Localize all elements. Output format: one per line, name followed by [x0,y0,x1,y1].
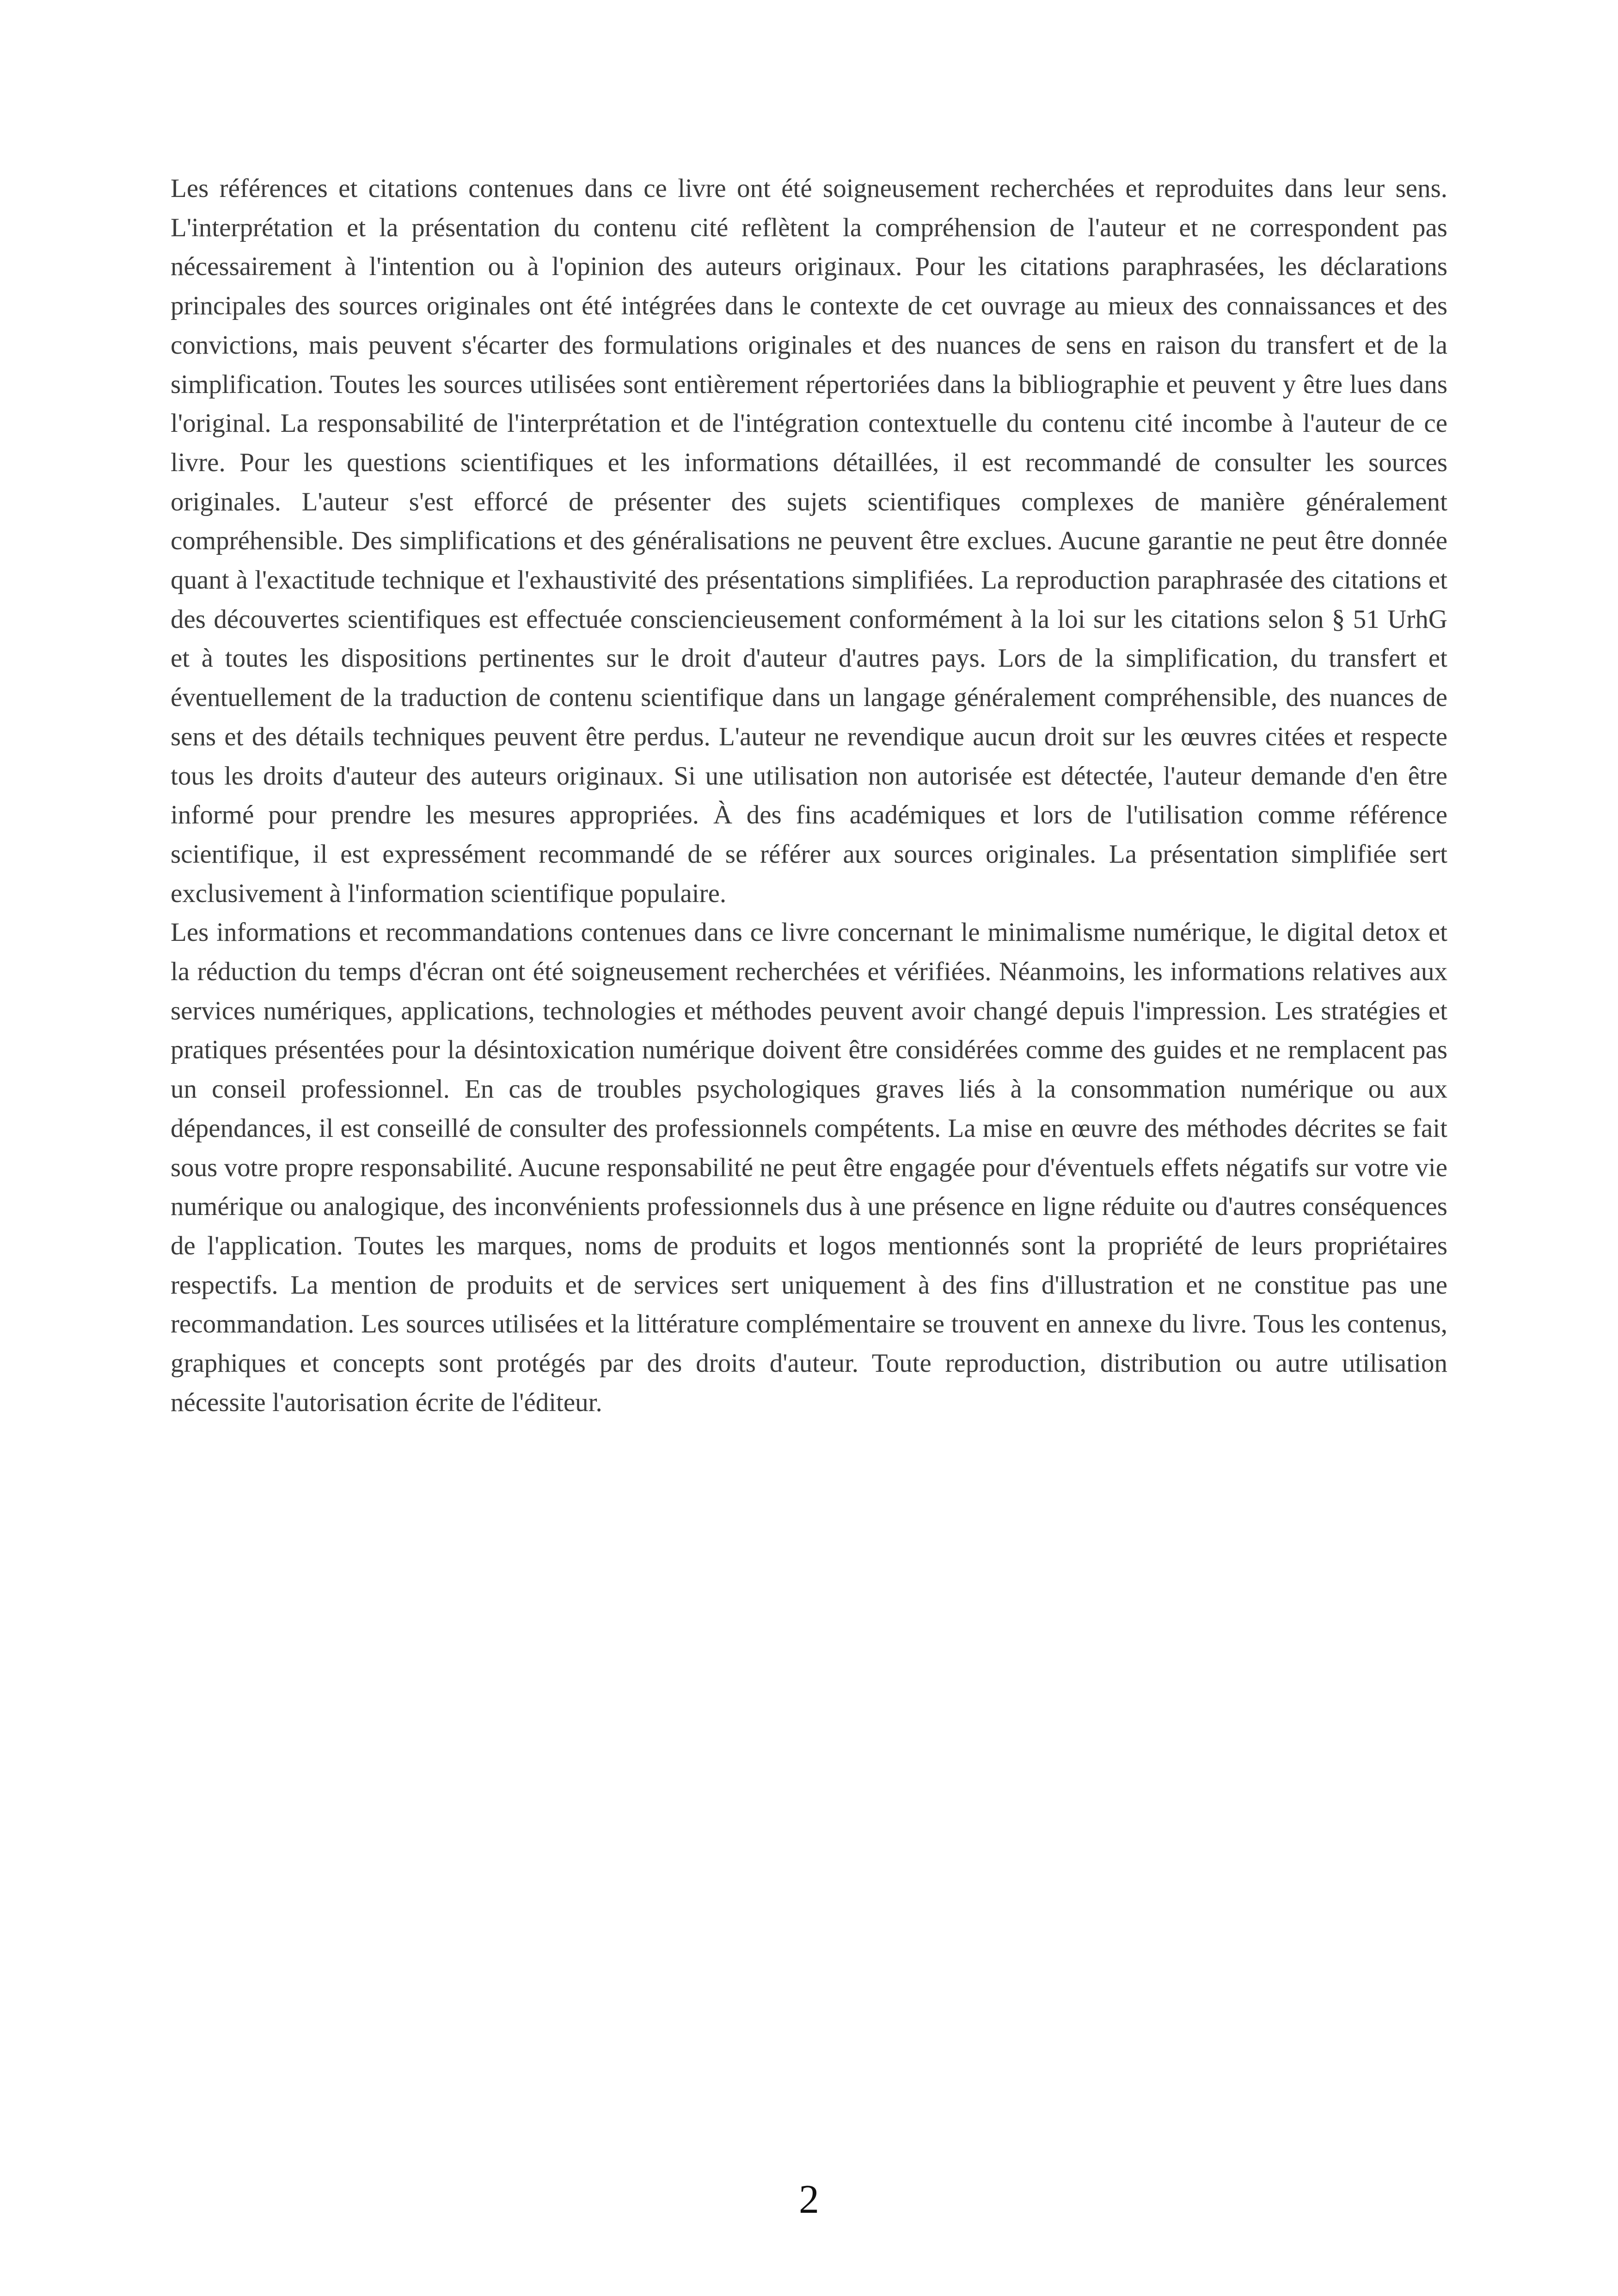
paragraph-references-disclaimer: Les références et citations contenues dans ce livre ont été soigneusement recherchées et reproduites dans leur sens. L'interprétation et la présentation du contenu cité reflètent la compréhension de l'auteur et ne correspondent pas nécessairement à l'intention ou à l'opinion des auteurs originaux. Pour les citations paraphrasées, les déclarations principales des sources originales ont été intégrées dans le contexte de cet ouvrage au mieux des connaissances et des convictions, mais peuvent s'écarter des formulations originales et des nuances de sens en raison du transfert et de la simplification. Toutes les sources utilisées sont entièrement répertoriées dans la bibliographie et peuvent y être lues dans l'original. La responsabilité de l'interprétation et de l'intégration contextuelle du contenu cité incombe à l'auteur de ce livre. Pour les questions scientifiques et les informations détaillées, il est recommandé de consulter les sources originales. L'auteur s'est efforcé de présenter des sujets scientifiques complexes de manière généralement compréhensible. Des simplifications et des généralisations ne peuvent être exclues. Aucune garantie ne peut être donnée quant à l'exactitude technique et l'exhaustivité des présentations simplifiées. La reproduction paraphrasée des citations et des découvertes scientifiques est effectuée consciencieusement conformément à la loi sur les citations selon § 51 UrhG et à toutes les dispositions pertinentes sur le droit d'auteur d'autres pays. Lors de la simplification, du transfert et éventuellement de la traduction de contenu scientifique dans un langage généralement compréhensible, des nuances de sens et des détails techniques peuvent être perdus. L'auteur ne revendique aucun droit sur les œuvres citées et respecte tous les droits d'auteur des auteurs originaux. Si une utilisation non autorisée est détectée, l'auteur demande d'en être informé pour prendre les mesures appropriées. À des fins académiques et lors de l'utilisation comme référence scientifique, il est expressément recommandé de se référer aux sources originales. La présentation simplifiée sert exclusivement à l'information scientifique populaire. [171,174,1447,908]
page-number: 2 [799,2177,819,2222]
body-text [171,169,1447,1423]
paragraph-digital-minimalism-disclaimer: Les informations et recommandations contenues dans ce livre concernant le minimalisme numérique, le digital detox et la réduction du temps d'écran ont été soigneusement recherchées et vérifiées. Néanmoins, les informations relatives aux services numériques, applications, technologies et méthodes peuvent avoir changé depuis l'impression. Les stratégies et pratiques présentées pour la désintoxication numérique doivent être considérées comme des guides et ne remplacent pas un conseil professionnel. En cas de troubles psychologiques graves liés à la consommation numérique ou aux dépendances, il est conseillé de consulter des professionnels compétents. La mise en œuvre des méthodes décrites se fait sous votre propre responsabilité. Aucune responsabilité ne peut être engagée pour d'éventuels effets négatifs sur votre vie numérique ou analogique, des inconvénients professionnels dus à une présence en ligne réduite ou d'autres conséquences de l'application. Toutes les marques, noms de produits et logos mentionnés sont la propriété de leurs propriétaires respectifs. La mention de produits et de services sert uniquement à des fins d'illustration et ne constitue pas une recommandation. Les sources utilisées et la littérature complémentaire se trouvent en annexe du livre. Tous les contenus, graphiques et concepts sont protégés par des droits d'auteur. Toute reproduction, distribution ou autre utilisation nécessite l'autorisation écrite de l'éditeur. [171,918,1447,1417]
